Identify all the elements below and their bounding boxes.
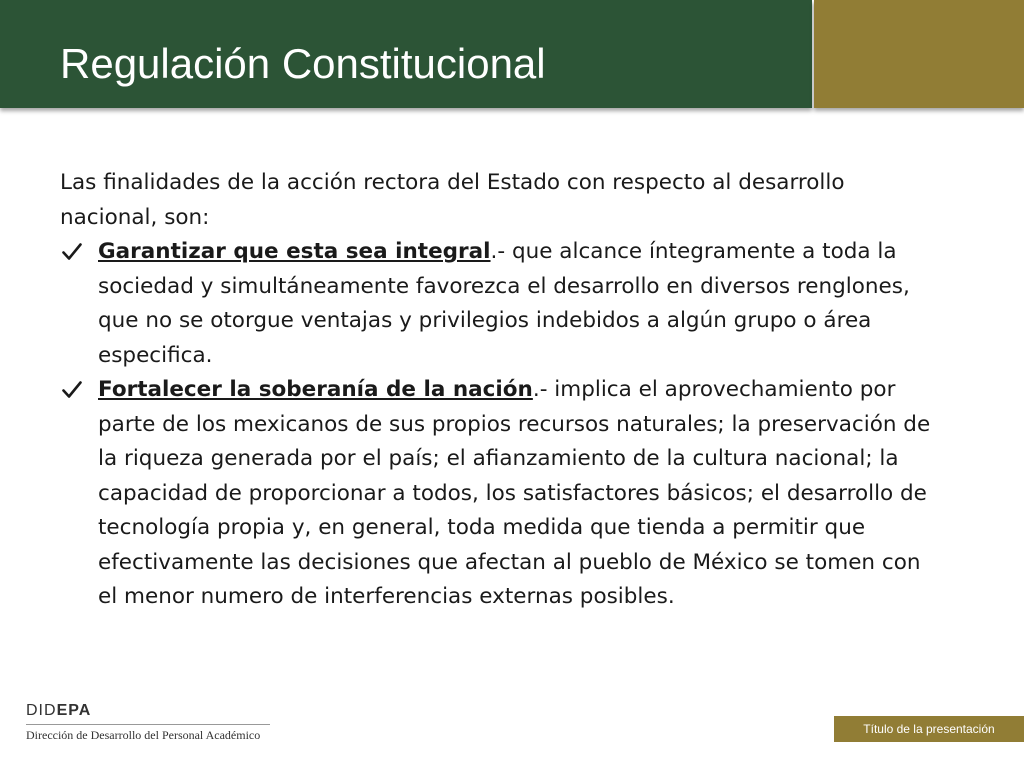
presentation-title-tag: Título de la presentación	[834, 716, 1024, 742]
logo-divider	[26, 724, 270, 725]
bullet-text: .- implica el aprovechamiento por parte de los mexicanos de sus propios recursos naturales; la preservación de la riqueza generada por el país; el afianzamiento de la cultura nacional; la capacidad de proporcionar a todos, los satisfactores básicos; el desarrollo de tecnología propia y, en general, toda medida que tienda a permitir que efectivamente las decisiones que afectan al pueblo de México se tomen con el menor numero de interferencias externas posibles.	[98, 377, 931, 609]
logo-name-bold: EPA	[56, 702, 92, 719]
bullet-term: Garantizar que esta sea integral	[98, 239, 491, 264]
bullet-item	[60, 373, 940, 615]
check-icon	[60, 235, 88, 269]
logo-subtitle: Dirección de Desarrollo del Personal Académico	[26, 728, 261, 742]
bullet-text: .- que alcance íntegramente a toda la sociedad y simultáneamente favorezca el desarrollo en diversos renglones, que no se otorgue ventajas y privilegios indebidos a algún grupo o área especifica.	[98, 239, 910, 368]
logo-name	[26, 702, 276, 720]
slide-title: Regulación Constitucional	[60, 40, 546, 87]
check-icon	[60, 373, 88, 407]
didepa-logo	[26, 702, 276, 742]
title-bar	[0, 0, 812, 108]
logo-name-light: DID	[26, 702, 57, 719]
slide-content	[60, 166, 940, 615]
intro-text: Las finalidades de la acción rectora del Estado con respecto al desarrollo nacional, son:	[60, 170, 845, 230]
title-accent-block	[814, 0, 1024, 108]
bullet-list	[60, 235, 940, 615]
bullet-term: Fortalecer la soberanía de la nación	[98, 377, 533, 402]
bullet-item	[60, 235, 940, 373]
